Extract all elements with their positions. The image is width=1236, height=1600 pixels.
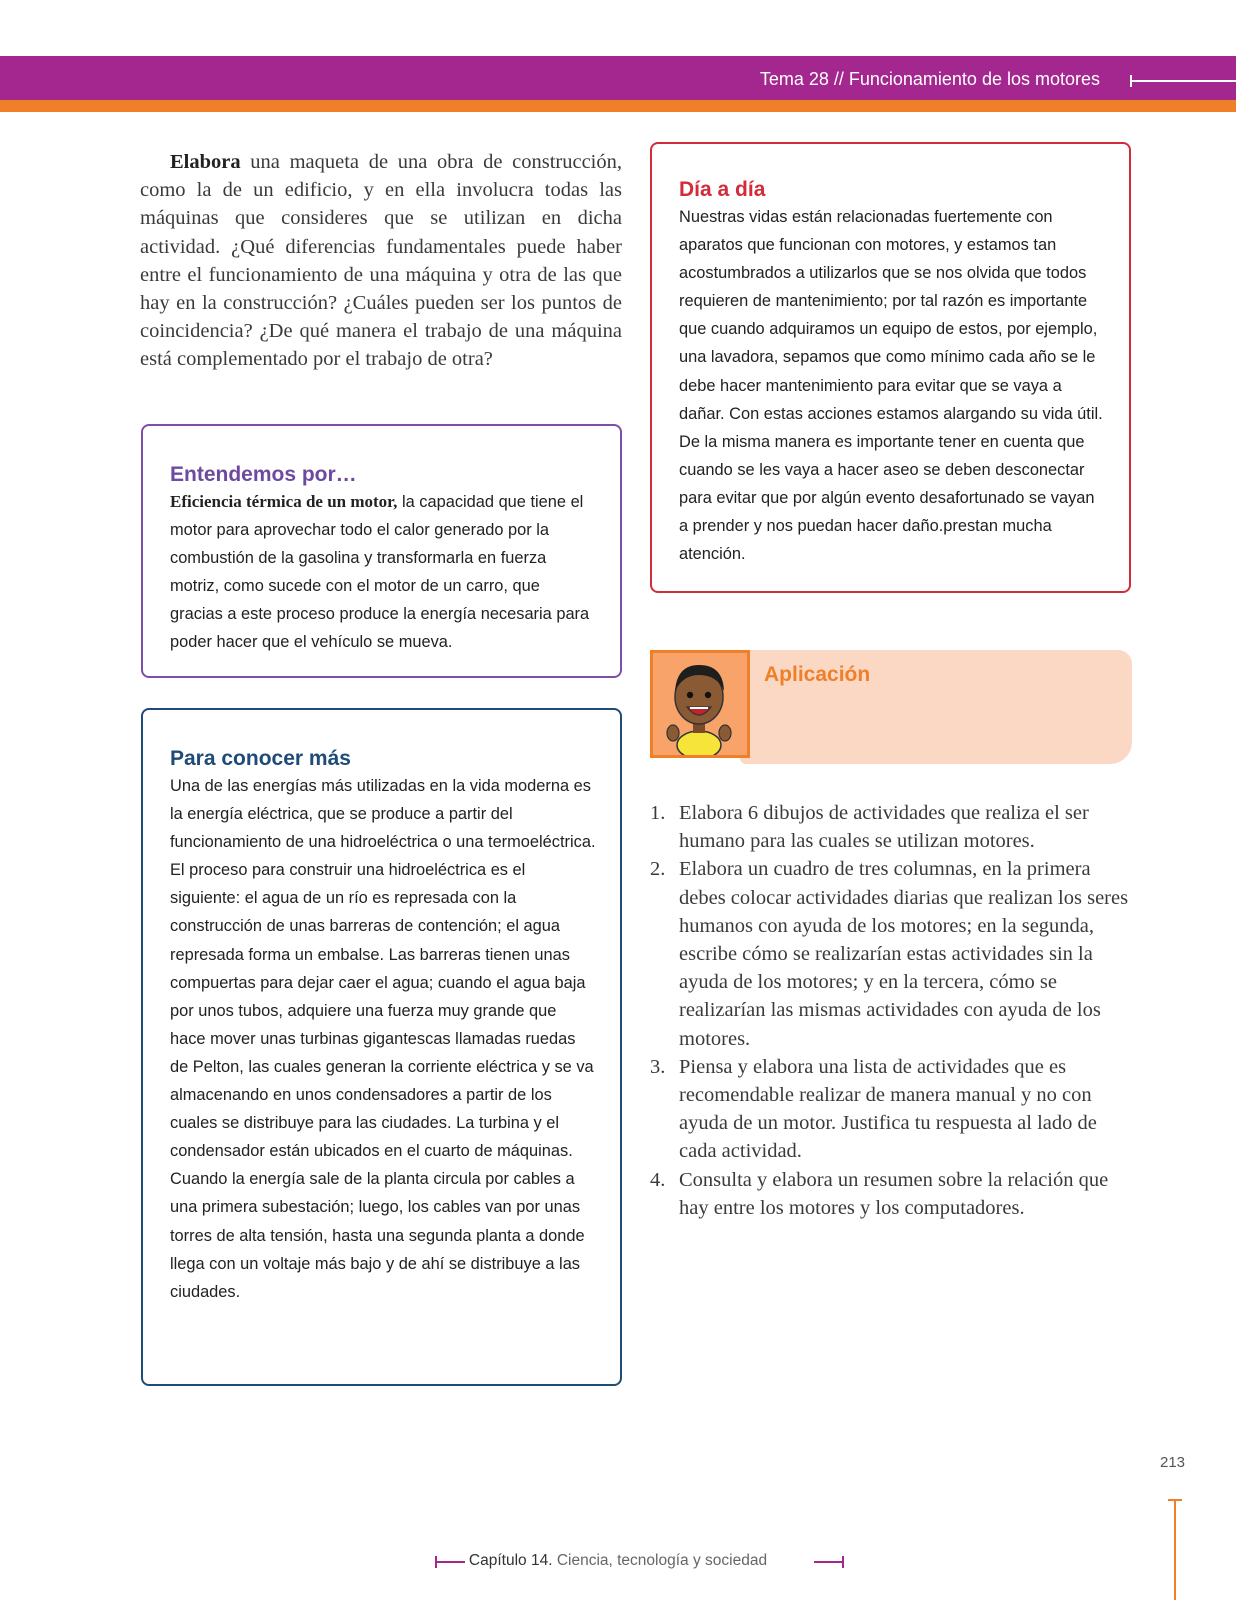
dia-box <box>650 142 1131 593</box>
item-text: Consulta y elabora un resumen sobre la relación que hay entre los motores y los computadores. <box>679 1168 1109 1219</box>
header-rule <box>1130 80 1236 82</box>
item-number: 4. <box>650 1168 666 1191</box>
list-item <box>650 1053 1134 1166</box>
dia-title: Día a día <box>679 178 766 201</box>
header-rule-tick <box>1130 75 1132 87</box>
aplicacion-list <box>650 799 1134 1222</box>
conocer-paragraph: Cuando la energía sale de la planta circula por cables a una primera subestación; luego, los cables van por unas torres de alta tensión, hasta una segunda planta a donde llega con un voltaje más bajo y de ahí se distribuye a las ciudades. <box>170 1170 585 1301</box>
conocer-box <box>141 708 622 1386</box>
item-number: 2. <box>650 858 666 881</box>
footer-chapter: Capítulo 14. <box>468 1552 553 1569</box>
entendemos-text <box>170 488 596 657</box>
page-number: 213 <box>1160 1454 1186 1471</box>
list-item <box>650 855 1134 1052</box>
intro-paragraph <box>140 148 622 374</box>
item-text: Piensa y elabora una lista de actividades que es recomendable realizar de manera manual y no con ayuda de un motor. Justifica tu respuesta al lado de cada actividad. <box>679 1055 1097 1163</box>
intro-bold: Elabora <box>170 151 241 173</box>
side-marker-line <box>1174 1499 1176 1600</box>
intro-text: una maqueta de una obra de construcción, como la de un edificio, y en ella involucra todas las máquinas que consideres que se utilizan en dicha actividad. ¿Qué diferencias fundamentales puede haber entre el funcionamiento de una máquina y otra de las que hay en la construcción? ¿Cuáles pueden ser los puntos de coincidencia? ¿De qué manera el trabajo de una máquina está complementado por el trabajo de otra? <box>140 151 622 371</box>
entendemos-title: Entendemos por… <box>170 463 357 486</box>
entendemos-definition: la capacidad que tiene el motor para aprovechar todo el calor generado por la combustión de la gasolina y transformarla en fuerza motriz, como sucede con el motor de un carro, que gracias a este proceso produce la energía necesaria para poder hacer que el vehículo se mueva. <box>170 493 590 652</box>
header-accent-stripe <box>0 100 1236 112</box>
conocer-paragraph: El proceso para construir una hidroeléctrica es el siguiente: el agua de un río es represada con la construcción de unas barreras de contención; el agua represada forma un embalse. Las barreras tienen unas compuertas para dejar caer el agua; cuando el agua baja por unos tubos, adquiere una fuerza muy grande que hace mover unas turbinas gigantescas llamadas ruedas de Pelton, las cuales generan la corriente eléctrica y se va almacenando en unos condensadores a partir de los cuales se distribuye para las ciudades. La turbina y el condensador están ubicados en el cuarto de máquinas. <box>170 861 594 1161</box>
conocer-text <box>170 772 596 1306</box>
footer <box>0 1552 1236 1570</box>
aplicacion-title: Aplicación <box>764 663 871 686</box>
item-number: 1. <box>650 802 666 824</box>
entendemos-term: Eficiencia térmica de un motor, <box>170 492 398 511</box>
item-text: Elabora 6 dibujos de actividades que realiza el ser humano para las cuales se utilizan motores. <box>679 802 1089 853</box>
header-title: Tema 28 // Funcionamiento de los motores <box>759 69 1100 89</box>
footer-subject: Ciencia, tecnología y sociedad <box>552 1552 768 1569</box>
item-text: Elabora un cuadro de tres columnas, en la primera debes colocar actividades diarias que realizan los seres humanos con ayuda de los motores; en la segunda, escribe cómo se realizarían estas actividades sin la ayuda de los motores; y en la tercera, cómo se realizarían las mismas actividades con ayuda de los motores. <box>679 858 1129 1050</box>
conocer-title: Para conocer más <box>170 747 351 770</box>
entendemos-box <box>141 424 622 678</box>
smiling-boy-thumbs-up-icon <box>650 650 750 758</box>
dia-text: Nuestras vidas están relacionadas fuertemente con aparatos que funcionan con motores, y estamos tan acostumbrados a utilizarlos que se nos olvida que todos requieren de mantenimiento; por tal razón es importante que cuando adquiramos un equipo de estos, por ejemplo, una lavadora, sepamos que como mínimo cada año se le debe hacer mantenimiento para evitar que se vaya a dañar. Con estas acciones estamos alargando su vida útil. De la misma manera es importante tener en cuenta que cuando se les vaya a hacer aseo se deben desconectar para evitar que por algún evento desafortunado se vayan a prender y nos puedan hacer daño.prestan mucha atención. <box>679 208 1103 564</box>
item-number: 3. <box>650 1055 666 1078</box>
list-item <box>650 799 1134 855</box>
list-item <box>650 1166 1134 1222</box>
conocer-paragraph: Una de las energías más utilizadas en la vida moderna es la energía eléctrica, que se produce a partir del funcionamiento de una hidroeléctrica o una termoeléctrica. <box>170 777 596 852</box>
